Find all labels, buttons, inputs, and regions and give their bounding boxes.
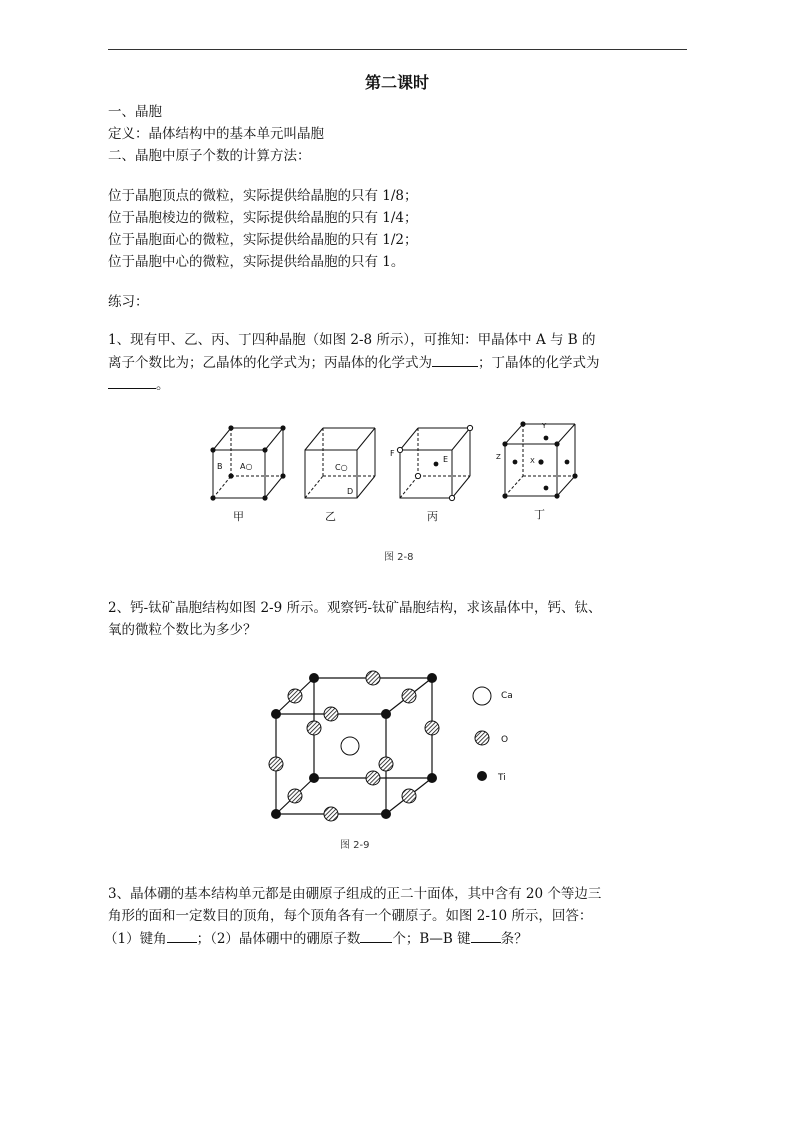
section-heading-count: 二、晶胞中原子个数的计算方法： [108,148,311,164]
figure-2-8-caption: 图 2-8 [384,552,414,563]
label-e: E [443,455,449,464]
legend-o: O [501,735,509,745]
q3-text-a: （1）键角 [104,931,167,947]
label-y: Y [542,422,547,430]
cell-jia [210,425,285,523]
cell-ding [496,421,578,521]
rule-center: 位于晶胞中心的微粒，实际提供给晶胞的只有 1。 [108,254,405,270]
label-d: D [347,487,354,496]
figure-2-9-caption: 图 2-9 [340,840,370,851]
rule-edge: 位于晶胞棱边的微粒，实际提供给晶胞的只有 1/4； [108,210,418,226]
q3-blank-atoms[interactable] [360,928,392,943]
cell-bing [390,425,473,523]
header-rule [108,49,687,50]
q1-blank-bing[interactable] [432,352,478,367]
figure-2-8 [195,412,595,527]
label-a: A○ [240,462,253,471]
q1-line1: 1、现有甲、乙、丙、丁四种晶胞（如图 2-8 所示），可推知：甲晶体中 A 与 B 的 [108,332,596,348]
q3-blank-bonds[interactable] [471,928,501,943]
q2-line1: 2、钙-钛矿晶胞结构如图 2-9 所示。观察钙-钛矿晶胞结构，求该晶体中，钙、钛、 [108,600,602,616]
q3-line1: 3、晶体硼的基本结构单元都是由硼原子组成的正二十面体，其中含有 20 个等边三 [108,886,602,902]
q1-blank-ding[interactable] [108,374,156,389]
cell-yi [305,428,375,523]
q1-text-end: 。 [156,377,170,393]
legend-ti: Ti [498,773,506,783]
label-f: F [390,449,395,458]
name-jia: 甲 [233,510,244,523]
page-title: 第二课时 [364,73,429,92]
q3-text-b: ；（2）晶体硼中的硼原子数 [196,931,361,947]
q1-text-a: 离子个数比为；乙晶体的化学式为；丙晶体的化学式为 [108,355,432,371]
name-bing: 丙 [427,510,438,523]
name-ding: 丁 [534,508,545,521]
label-b: B [217,462,223,471]
legend-ca: Ca [501,691,513,701]
rule-vertex: 位于晶胞顶点的微粒，实际提供给晶胞的只有 1/8； [108,188,418,204]
q1-line3 [108,374,170,395]
name-yi: 乙 [325,510,336,523]
label-x: X [530,457,535,465]
label-z: Z [496,453,501,461]
q3-text-d: 条？ [500,931,528,947]
rule-face: 位于晶胞面心的微粒，实际提供给晶胞的只有 1/2； [108,232,418,248]
q1-text-b: ；丁晶体的化学式为 [478,355,600,371]
q1-line2 [108,352,600,373]
q3-line2: 角形的面和一定数目的顶角，每个顶角各有一个硼原子。如图 2-10 所示，回答： [108,908,593,924]
practice-label: 练习： [108,294,149,310]
definition-text: 定义：晶体结构中的基本单元叫晶胞 [108,126,324,142]
q3-blank-angle[interactable] [167,928,197,943]
q2-line2: 氧的微粒个数比为多少？ [108,622,257,638]
label-c: C○ [335,463,348,472]
q3-text-c: 个；B—B 键 [392,931,471,947]
section-heading-cell: 一、晶胞 [108,104,162,120]
q3-line3 [104,928,528,949]
figure-2-9 [262,666,532,856]
